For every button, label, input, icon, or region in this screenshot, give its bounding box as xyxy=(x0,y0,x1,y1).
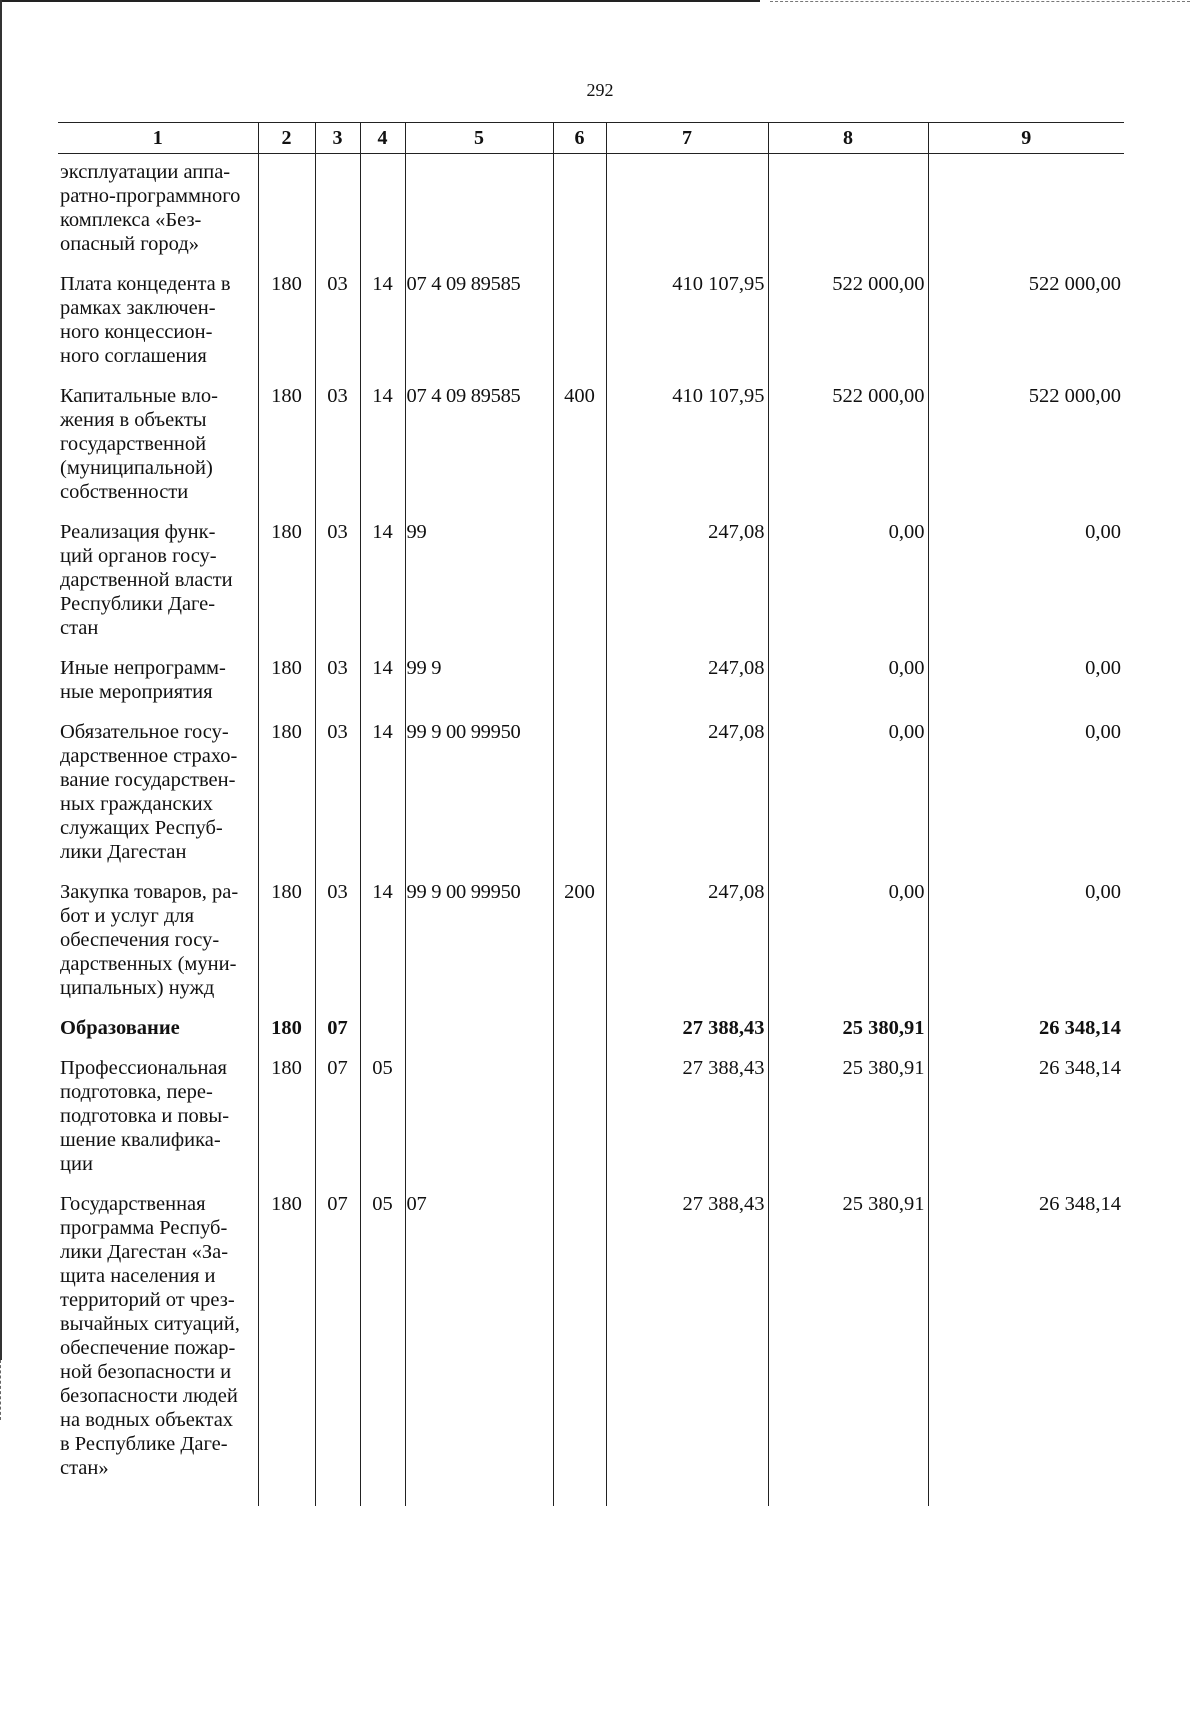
cell-section: 03 xyxy=(315,650,360,714)
tail-cell xyxy=(553,1490,606,1506)
header-cell-5: 5 xyxy=(405,123,553,154)
cell-amount-col9: 26 348,14 xyxy=(928,1010,1124,1050)
table-row xyxy=(58,874,1124,1010)
cell-amount-col9: 0,00 xyxy=(928,514,1124,650)
cell-amount-col9: 0,00 xyxy=(928,874,1124,1010)
cell-expense-type xyxy=(553,714,606,874)
cell-name: Плата концедента в рамках заключен- ного концессион- ного соглашения xyxy=(58,266,258,378)
header-cell-2: 2 xyxy=(258,123,315,154)
tail-cell xyxy=(360,1490,405,1506)
cell-target-article: 07 xyxy=(405,1186,553,1490)
table-row xyxy=(58,1186,1124,1490)
table-row xyxy=(58,650,1124,714)
cell-name: Иные непрограмм- ные мероприятия xyxy=(58,650,258,714)
scan-edge-left-dashed xyxy=(0,1360,2,1420)
cell-ministry-code xyxy=(258,154,315,267)
cell-name: эксплуатации аппа- ратно-программного комплекса «Без- опасный город» xyxy=(58,154,258,267)
cell-ministry-code: 180 xyxy=(258,874,315,1010)
cell-expense-type xyxy=(553,266,606,378)
cell-section: 03 xyxy=(315,378,360,514)
cell-subsection: 05 xyxy=(360,1186,405,1490)
cell-target-article xyxy=(405,1010,553,1050)
cell-name: Профессиональная подготовка, пере- подготовка и повы- шение квалифика- ции xyxy=(58,1050,258,1186)
cell-target-article: 99 xyxy=(405,514,553,650)
cell-amount-col9: 26 348,14 xyxy=(928,1050,1124,1186)
cell-subsection: 05 xyxy=(360,1050,405,1186)
cell-section: 07 xyxy=(315,1050,360,1186)
header-cell-8: 8 xyxy=(768,123,928,154)
cell-name: Образование xyxy=(58,1010,258,1050)
header-cell-7: 7 xyxy=(606,123,768,154)
cell-ministry-code: 180 xyxy=(258,266,315,378)
table-row xyxy=(58,1010,1124,1050)
tail-cell xyxy=(258,1490,315,1506)
table-row xyxy=(58,266,1124,378)
cell-amount-col8: 0,00 xyxy=(768,650,928,714)
cell-amount-col8: 0,00 xyxy=(768,714,928,874)
cell-target-article: 99 9 00 99950 xyxy=(405,714,553,874)
cell-section: 07 xyxy=(315,1010,360,1050)
cell-ministry-code: 180 xyxy=(258,514,315,650)
table-tail xyxy=(58,1490,1124,1506)
cell-amount-col7: 27 388,43 xyxy=(606,1010,768,1050)
cell-amount-col8: 0,00 xyxy=(768,514,928,650)
cell-target-article: 07 4 09 89585 xyxy=(405,266,553,378)
tail-cell xyxy=(606,1490,768,1506)
cell-name: Капитальные вло- жения в объекты государственной (муниципальной) собственности xyxy=(58,378,258,514)
cell-amount-col7: 27 388,43 xyxy=(606,1186,768,1490)
cell-subsection: 14 xyxy=(360,650,405,714)
cell-subsection: 14 xyxy=(360,378,405,514)
cell-ministry-code: 180 xyxy=(258,650,315,714)
cell-target-article: 07 4 09 89585 xyxy=(405,378,553,514)
cell-name: Обязательное госу- дарственное страхо- вание государствен- ных гражданских служащих Респуб- лики Дагестан xyxy=(58,714,258,874)
tail-cell xyxy=(768,1490,928,1506)
cell-amount-col9: 522 000,00 xyxy=(928,266,1124,378)
cell-expense-type xyxy=(553,650,606,714)
cell-amount-col9: 0,00 xyxy=(928,714,1124,874)
header-cell-4: 4 xyxy=(360,123,405,154)
cell-target-article: 99 9 xyxy=(405,650,553,714)
cell-name: Закупка товаров, ра- бот и услуг для обеспечения госу- дарственных (муни- ципальных) нужд xyxy=(58,874,258,1010)
cell-subsection: 14 xyxy=(360,514,405,650)
tail-cell xyxy=(405,1490,553,1506)
cell-amount-col7: 247,08 xyxy=(606,514,768,650)
cell-amount-col7: 247,08 xyxy=(606,874,768,1010)
cell-expense-type xyxy=(553,1186,606,1490)
cell-section: 03 xyxy=(315,514,360,650)
tail-cell xyxy=(315,1490,360,1506)
cell-target-article xyxy=(405,154,553,267)
cell-amount-col9: 522 000,00 xyxy=(928,378,1124,514)
cell-subsection xyxy=(360,154,405,267)
scan-edge-top-dashed xyxy=(770,1,1190,3)
cell-target-article: 99 9 00 99950 xyxy=(405,874,553,1010)
table-row xyxy=(58,1050,1124,1186)
cell-section xyxy=(315,154,360,267)
table-body xyxy=(58,154,1124,1507)
cell-amount-col7: 410 107,95 xyxy=(606,378,768,514)
cell-amount-col7 xyxy=(606,154,768,267)
cell-ministry-code: 180 xyxy=(258,1186,315,1490)
cell-subsection xyxy=(360,1010,405,1050)
cell-amount-col8: 522 000,00 xyxy=(768,378,928,514)
cell-target-article xyxy=(405,1050,553,1186)
cell-name: Реализация функ- ций органов госу- дарственной власти Республики Даге- стан xyxy=(58,514,258,650)
cell-ministry-code: 180 xyxy=(258,1010,315,1050)
cell-amount-col8: 0,00 xyxy=(768,874,928,1010)
cell-amount-col7: 247,08 xyxy=(606,650,768,714)
table-row xyxy=(58,154,1124,267)
cell-subsection: 14 xyxy=(360,266,405,378)
cell-expense-type: 200 xyxy=(553,874,606,1010)
cell-expense-type xyxy=(553,1010,606,1050)
tail-cell xyxy=(58,1490,258,1506)
cell-amount-col9: 26 348,14 xyxy=(928,1186,1124,1490)
header-cell-6: 6 xyxy=(553,123,606,154)
table-row xyxy=(58,714,1124,874)
scan-edge-top xyxy=(0,0,760,2)
cell-subsection: 14 xyxy=(360,714,405,874)
cell-amount-col7: 247,08 xyxy=(606,714,768,874)
cell-ministry-code: 180 xyxy=(258,714,315,874)
scan-edge-left xyxy=(0,0,2,1360)
cell-expense-type xyxy=(553,1050,606,1186)
cell-amount-col7: 27 388,43 xyxy=(606,1050,768,1186)
cell-amount-col8: 25 380,91 xyxy=(768,1186,928,1490)
cell-amount-col7: 410 107,95 xyxy=(606,266,768,378)
cell-section: 03 xyxy=(315,266,360,378)
cell-name: Государственная программа Респуб- лики Дагестан «За- щита населения и территорий от чрез- вычайных ситуаций, обеспечение пожар- ной безопасности и безопасности людей на водных объектах в Республике Даге- стан» xyxy=(58,1186,258,1490)
cell-subsection: 14 xyxy=(360,874,405,1010)
table-row xyxy=(58,378,1124,514)
cell-amount-col8: 25 380,91 xyxy=(768,1010,928,1050)
cell-amount-col8 xyxy=(768,154,928,267)
cell-section: 03 xyxy=(315,874,360,1010)
cell-expense-type xyxy=(553,154,606,267)
header-cell-3: 3 xyxy=(315,123,360,154)
page-number: 292 xyxy=(586,80,614,100)
table-header-row xyxy=(58,123,1124,154)
cell-expense-type xyxy=(553,514,606,650)
table-row xyxy=(58,514,1124,650)
cell-ministry-code: 180 xyxy=(258,1050,315,1186)
cell-section: 07 xyxy=(315,1186,360,1490)
header-cell-1: 1 xyxy=(58,123,258,154)
cell-ministry-code: 180 xyxy=(258,378,315,514)
cell-amount-col8: 25 380,91 xyxy=(768,1050,928,1186)
cell-amount-col8: 522 000,00 xyxy=(768,266,928,378)
header-cell-9: 9 xyxy=(928,123,1124,154)
cell-amount-col9: 0,00 xyxy=(928,650,1124,714)
budget-table xyxy=(58,122,1124,1506)
cell-expense-type: 400 xyxy=(553,378,606,514)
cell-section: 03 xyxy=(315,714,360,874)
tail-cell xyxy=(928,1490,1124,1506)
cell-amount-col9 xyxy=(928,154,1124,267)
